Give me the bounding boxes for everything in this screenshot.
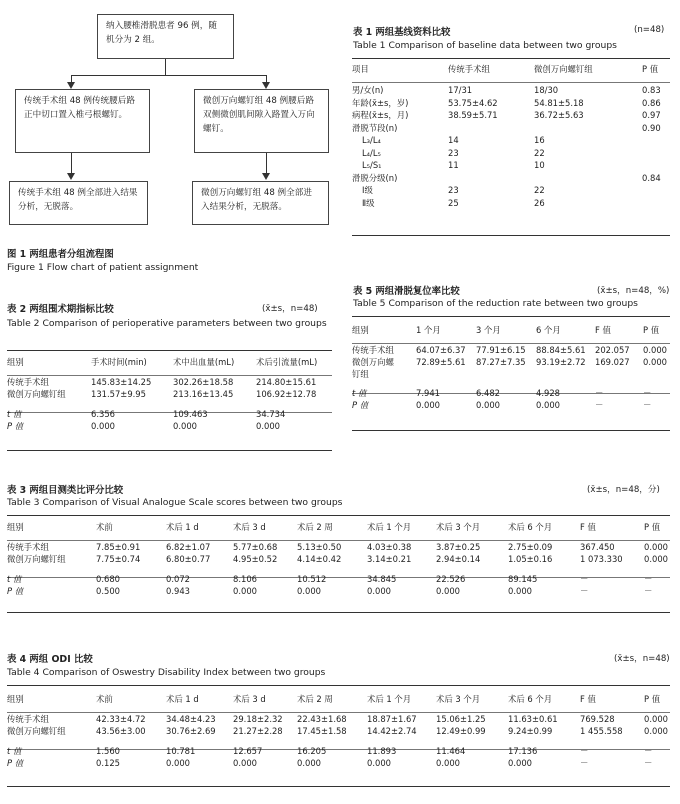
table-cell (536, 368, 595, 380)
table-cell: 0.000 (643, 345, 667, 355)
table-caption-en: Table 5 Comparison of the reduction rate between two groups (353, 298, 638, 309)
row-label: 传统手术组 (352, 345, 394, 355)
table-cell: 8.106 (233, 574, 257, 584)
table-cell: 22 (534, 185, 545, 195)
column-header: 微创万向螺钉组 (534, 64, 593, 74)
table-unit: (x̄±s，n=48，%) (597, 286, 670, 296)
table-caption-cn: 表 4 两组 ODI 比较 (7, 654, 93, 665)
table-cell: 202.057 (595, 345, 630, 355)
table-cell: － (580, 746, 589, 756)
table-row (7, 713, 670, 725)
table-caption-cn: 表 3 两组目测类比评分比较 (7, 485, 124, 496)
table-cell: 0.83 (642, 85, 661, 95)
table-cell: 34.48±4.23 (166, 714, 216, 724)
table-cell: 30.76±2.69 (166, 726, 216, 736)
header-spacer (352, 75, 670, 84)
column-header: 组别 (7, 357, 24, 367)
table-cell: 0.000 (536, 400, 560, 410)
table-row (352, 197, 670, 210)
table-cell (642, 134, 670, 147)
table-cell: 214.80±15.61 (256, 377, 317, 387)
table-cell: 0.000 (256, 421, 280, 431)
table-cell: － (644, 586, 653, 596)
table-cell: 4.95±0.52 (233, 554, 278, 564)
table-cell: － (644, 746, 653, 756)
table-cell: 0.000 (367, 586, 391, 596)
row-label: P 值 (352, 400, 369, 410)
column-header: P 值 (644, 694, 661, 704)
table-cell: 15.06±1.25 (436, 714, 486, 724)
table-caption-cn: 表 2 两组围术期指标比较 (7, 304, 114, 315)
section-spacer (7, 565, 670, 573)
table-cell: 16 (534, 135, 545, 145)
column-header: 1 个月 (416, 325, 441, 335)
table-cell: 0.000 (173, 421, 197, 431)
table-row (352, 344, 670, 356)
column-header: 手术时间(min) (91, 357, 147, 367)
table-cell: 9.24±0.99 (508, 726, 553, 736)
table-row (352, 84, 670, 97)
row-label: Ⅰ级 (362, 185, 373, 195)
table-cell: 3.14±0.21 (367, 554, 412, 564)
table-cell: 11.63±0.61 (508, 714, 558, 724)
row-label: 微创万向螺钉组 (7, 554, 66, 564)
table-row (7, 376, 332, 388)
table-cell: 0.000 (644, 726, 668, 736)
table-cell: 1.560 (96, 746, 120, 756)
table-cell: 22 (534, 147, 545, 158)
table-header-row (7, 356, 332, 368)
stats-row (352, 387, 670, 399)
table-cell: 5.13±0.50 (297, 542, 342, 552)
row-label: L₃/L₄ (362, 135, 381, 145)
table-cell: 6.482 (476, 388, 500, 398)
table-cell: 0.943 (166, 586, 190, 596)
table-row (7, 388, 332, 400)
table-cell: － (595, 400, 604, 410)
table-row (352, 147, 670, 160)
table-cell: 88.84±5.61 (536, 345, 586, 355)
table-row (352, 184, 670, 197)
flow-connector (71, 153, 72, 174)
column-header: 术后 3 d (233, 522, 266, 532)
section-spacer (7, 737, 670, 745)
column-header: 术后 1 个月 (367, 522, 412, 532)
table-cell: 14.42±2.74 (367, 726, 417, 736)
table-header-row (7, 693, 670, 705)
table-cell: 0.000 (476, 400, 500, 410)
table-cell: 6.82±1.07 (166, 542, 211, 552)
row-label: L₄/L₅ (362, 147, 381, 158)
flow-connector (266, 153, 267, 174)
table-row (352, 122, 670, 135)
table-caption-cn: 表 5 两组滑脱复位率比较 (353, 286, 460, 297)
row-label: 微创万向螺钉组 (7, 389, 66, 399)
column-header: 术后 3 d (233, 694, 266, 704)
table-cell: 5.77±0.68 (233, 542, 278, 552)
column-header: 组别 (352, 325, 369, 335)
table-cell: 106.92±12.78 (256, 389, 317, 399)
data-table (352, 63, 670, 209)
table-cell: 16.205 (297, 746, 327, 756)
column-header: P 值 (643, 325, 660, 335)
table-cell: 0.125 (96, 758, 120, 768)
stats-row (7, 745, 670, 757)
column-header: 组别 (7, 522, 24, 532)
table-cell: 4.14±0.42 (297, 554, 342, 564)
row-label: 年龄(x̄±s，岁) (352, 97, 409, 108)
section-spacer (352, 380, 670, 387)
table-cell: 0.000 (91, 421, 115, 431)
column-header: 术后 2 周 (297, 522, 333, 532)
table-cell: 3.87±0.25 (436, 542, 481, 552)
column-header: 术后 6 个月 (508, 694, 553, 704)
stats-row (352, 399, 670, 411)
table-cell: 64.07±6.37 (416, 345, 466, 355)
table-cell: 26 (534, 197, 545, 208)
table-cell: 0.97 (642, 110, 661, 120)
table-cell: 87.27±7.35 (476, 357, 526, 367)
table-cell (642, 184, 670, 197)
figure-caption-cn: 图 1 两组患者分组流程图 (7, 249, 114, 260)
table-cell (448, 172, 534, 185)
table-cell: 12.657 (233, 746, 263, 756)
row-label: 男/女(n) (352, 85, 384, 95)
table-cell: 0.000 (166, 758, 190, 768)
stats-row (7, 420, 332, 432)
table-cell: 43.56±3.00 (96, 726, 146, 736)
column-header: 术后 6 个月 (508, 522, 553, 532)
row-label: 传统手术组 (7, 377, 49, 387)
column-header: 6 个月 (536, 325, 561, 335)
table-cell: 77.91±6.15 (476, 345, 526, 355)
table-cell: 4.928 (536, 388, 560, 398)
table-cell: 53.75±4.62 (448, 97, 498, 108)
row-label: t 值 (7, 746, 22, 756)
stats-row (7, 585, 670, 597)
column-header: 术后 1 d (166, 522, 199, 532)
row-label: P 值 (7, 758, 24, 768)
flow-box-mi-analysis: 微创万向螺钉组 48 例全部进入结果分析，无脱落。 (192, 181, 329, 225)
table-cell: 10.512 (297, 574, 327, 584)
table-row (352, 97, 670, 110)
table-caption-en: Table 1 Comparison of baseline data between two groups (353, 40, 617, 51)
table-cell (448, 122, 534, 135)
table-cell: 17.136 (508, 746, 538, 756)
table-cell: 0.000 (233, 586, 257, 596)
table-row (352, 159, 670, 172)
table-cell: 2.75±0.09 (508, 542, 553, 552)
column-header: 术后 1 d (166, 694, 199, 704)
table-cell: 0.84 (642, 172, 661, 183)
stats-row (7, 757, 670, 769)
row-label: 滑脱分级(n) (352, 172, 398, 183)
row-label: L₅/S₁ (362, 160, 382, 170)
table-cell: 38.59±5.71 (448, 110, 498, 120)
column-header: 传统手术组 (448, 64, 490, 74)
row-label: 滑脱节段(n) (352, 122, 398, 133)
table-cell: 1 073.330 (580, 554, 623, 564)
header-spacer (7, 368, 332, 376)
column-header: 术前 (96, 694, 113, 704)
column-header: 术后 1 个月 (367, 694, 412, 704)
column-header: 术中出血量(mL) (173, 357, 235, 367)
table-cell: 6.356 (91, 409, 115, 419)
column-header: 术后 2 周 (297, 694, 333, 704)
column-header: 术前 (96, 522, 113, 532)
column-header: F 值 (580, 694, 596, 704)
table-row (7, 725, 670, 737)
table-cell: 302.26±18.58 (173, 377, 234, 387)
table-cell: 89.145 (508, 574, 538, 584)
table-row (352, 109, 670, 122)
table-caption-cn: 表 1 两组基线资料比较 (353, 27, 451, 38)
table-cell: 0.680 (96, 574, 120, 584)
row-label: 微创万向螺钉组 (7, 726, 66, 736)
table-cell (642, 197, 670, 210)
table-cell: － (580, 758, 589, 768)
column-header: 组别 (7, 694, 24, 704)
table-cell: － (643, 388, 652, 398)
table-row (352, 134, 670, 147)
table-cell: 23 (448, 185, 459, 195)
row-label: 病程(x̄±s，月) (352, 110, 409, 120)
table-cell: 1.05±0.16 (508, 554, 553, 564)
table-row (352, 356, 670, 368)
table-cell: 7.941 (416, 388, 440, 398)
table-cell: 1 455.558 (580, 726, 623, 736)
table-cell: 25 (448, 197, 459, 208)
table-cell: － (595, 388, 604, 398)
arrow-down-icon (262, 173, 270, 180)
table-cell: 0.90 (642, 122, 661, 133)
table-cell: 0.000 (508, 758, 532, 768)
row-label: t 值 (7, 409, 22, 419)
flow-box-enrollment: 纳入腰椎滑脱患者 96 例，随机分为 2 组。 (97, 14, 234, 59)
table-cell: 11.893 (367, 746, 397, 756)
table-caption-en-text: Table 2 Comparison of perioperative parameters between two groups (7, 318, 327, 329)
table-cell: 0.000 (508, 586, 532, 596)
table-row (352, 368, 670, 380)
table-cell: 0.000 (644, 714, 668, 724)
column-header: F 值 (580, 522, 596, 532)
table-cell: 6.80±0.77 (166, 554, 211, 564)
table-caption-en: Table 3 Comparison of Visual Analogue Scale scores between two groups (7, 497, 343, 508)
table-unit: (x̄±s，n=48) (614, 654, 670, 664)
table-cell: － (580, 586, 589, 596)
table-caption-en: Table 4 Comparison of Oswestry Disability Index between two groups (7, 667, 326, 678)
table-cell: 2.94±0.14 (436, 554, 481, 564)
table-cell: 169.027 (595, 357, 630, 367)
arrow-down-icon (67, 173, 75, 180)
table-cell: 34.845 (367, 574, 397, 584)
table-unit: (n=48) (634, 25, 665, 35)
table-cell: 17.45±1.58 (297, 726, 347, 736)
table-cell: 11 (448, 160, 459, 170)
flow-box-traditional-analysis: 传统手术组 48 例全部进入结果分析，无脱落。 (9, 181, 148, 225)
row-label: P 值 (7, 421, 24, 431)
table-cell: － (644, 574, 653, 584)
table-cell: 36.72±5.63 (534, 110, 584, 120)
data-table (7, 521, 670, 597)
table-header-row (352, 63, 670, 75)
table-cell (534, 122, 642, 135)
table-row (7, 541, 670, 553)
table-cell: 72.89±5.61 (416, 357, 466, 367)
table-cell: 23 (448, 147, 459, 158)
arrow-down-icon (262, 82, 270, 89)
table-cell: 109.463 (173, 409, 208, 419)
flow-connector (165, 59, 166, 75)
table-cell: 42.33±4.72 (96, 714, 146, 724)
table-row (352, 172, 670, 185)
row-label: t 值 (7, 574, 22, 584)
data-table (7, 693, 670, 769)
table-cell: 0.000 (644, 554, 668, 564)
table-cell: 21.27±2.28 (233, 726, 283, 736)
table-cell: 0.000 (436, 586, 460, 596)
table-cell: 0.000 (233, 758, 257, 768)
table-cell: 7.85±0.91 (96, 542, 141, 552)
table-cell: 769.528 (580, 714, 615, 724)
table-cell (595, 368, 643, 380)
table-cell: 17/31 (448, 85, 473, 95)
table-cell: 0.000 (367, 758, 391, 768)
table-cell: 12.49±0.99 (436, 726, 486, 736)
table-unit: (x̄±s，n=48) (262, 304, 318, 314)
flow-connector (71, 75, 266, 76)
row-label: Ⅱ级 (362, 197, 375, 208)
column-header: 术后 3 个月 (436, 694, 481, 704)
stats-row (7, 573, 670, 585)
table-cell: 34.734 (256, 409, 286, 419)
table-cell: － (643, 400, 652, 410)
table-header-row (7, 521, 670, 533)
table-cell: 11.464 (436, 746, 466, 756)
table-unit: (x̄±s，n=48，分) (587, 485, 660, 495)
table-cell: 0.000 (436, 758, 460, 768)
table-cell: 367.450 (580, 542, 615, 552)
table-cell (642, 159, 670, 172)
header-spacer (352, 336, 670, 344)
figure-caption-en: Figure 1 Flow chart of patient assignment (7, 262, 199, 273)
column-header: P 值 (644, 522, 661, 532)
table-cell: 0.072 (166, 574, 190, 584)
column-header: 术后引流量(mL) (256, 357, 318, 367)
table-cell: 14 (448, 135, 459, 145)
table-cell (534, 172, 642, 185)
table-cell (642, 147, 670, 160)
table-cell: 4.03±0.38 (367, 542, 412, 552)
table-cell: 18/30 (534, 85, 559, 95)
row-label: t 值 (352, 388, 367, 398)
arrow-down-icon (67, 82, 75, 89)
row-label: P 值 (7, 586, 24, 596)
table-cell: － (580, 574, 589, 584)
table-cell: 0.000 (297, 758, 321, 768)
table-cell: 22.43±1.68 (297, 714, 347, 724)
table-cell: 0.000 (297, 586, 321, 596)
row-label: 传统手术组 (7, 542, 49, 552)
table-cell: 213.16±13.45 (173, 389, 234, 399)
table-cell: 145.83±14.25 (91, 377, 152, 387)
header-spacer (7, 705, 670, 713)
table-cell: 0.000 (644, 542, 668, 552)
table-cell (416, 368, 476, 380)
table-cell: 29.18±2.32 (233, 714, 283, 724)
flow-box-minimally-invasive-group: 微创万向螺钉组 48 例腰后路双侧微创肌间隙入路置入万向螺钉。 (194, 89, 329, 153)
table-cell: 10 (534, 160, 545, 170)
column-header: 术后 3 个月 (436, 522, 481, 532)
column-header: F 值 (595, 325, 611, 335)
row-label: 钉组 (352, 369, 369, 379)
row-label: 微创万向螺 (352, 357, 394, 367)
table-cell: 22.526 (436, 574, 466, 584)
table-header-row (352, 324, 670, 336)
table-cell: 131.57±9.95 (91, 389, 146, 399)
table-row (7, 553, 670, 565)
table-cell (643, 368, 670, 380)
table-cell: 7.75±0.74 (96, 554, 141, 564)
table-cell: 54.81±5.18 (534, 97, 584, 108)
table-cell: 0.000 (416, 400, 440, 410)
table-cell: 0.500 (96, 586, 120, 596)
column-header: 项目 (352, 64, 369, 74)
data-table (352, 324, 670, 411)
table-caption-en (7, 317, 337, 331)
column-header: P 值 (642, 64, 659, 74)
table-cell: 18.87±1.67 (367, 714, 417, 724)
column-header: 3 个月 (476, 325, 501, 335)
row-label: 传统手术组 (7, 714, 49, 724)
table-cell: 10.781 (166, 746, 196, 756)
header-spacer (7, 533, 670, 541)
stats-row (7, 408, 332, 420)
table-cell: 0.000 (643, 357, 667, 367)
section-spacer (7, 400, 332, 408)
data-table (7, 356, 332, 432)
flow-box-traditional-group: 传统手术组 48 例传统腰后路正中切口置入椎弓根螺钉。 (15, 89, 150, 153)
table-cell: － (644, 758, 653, 768)
table-cell: 0.86 (642, 97, 661, 108)
table-cell (476, 368, 536, 380)
table-cell: 93.19±2.72 (536, 357, 586, 367)
